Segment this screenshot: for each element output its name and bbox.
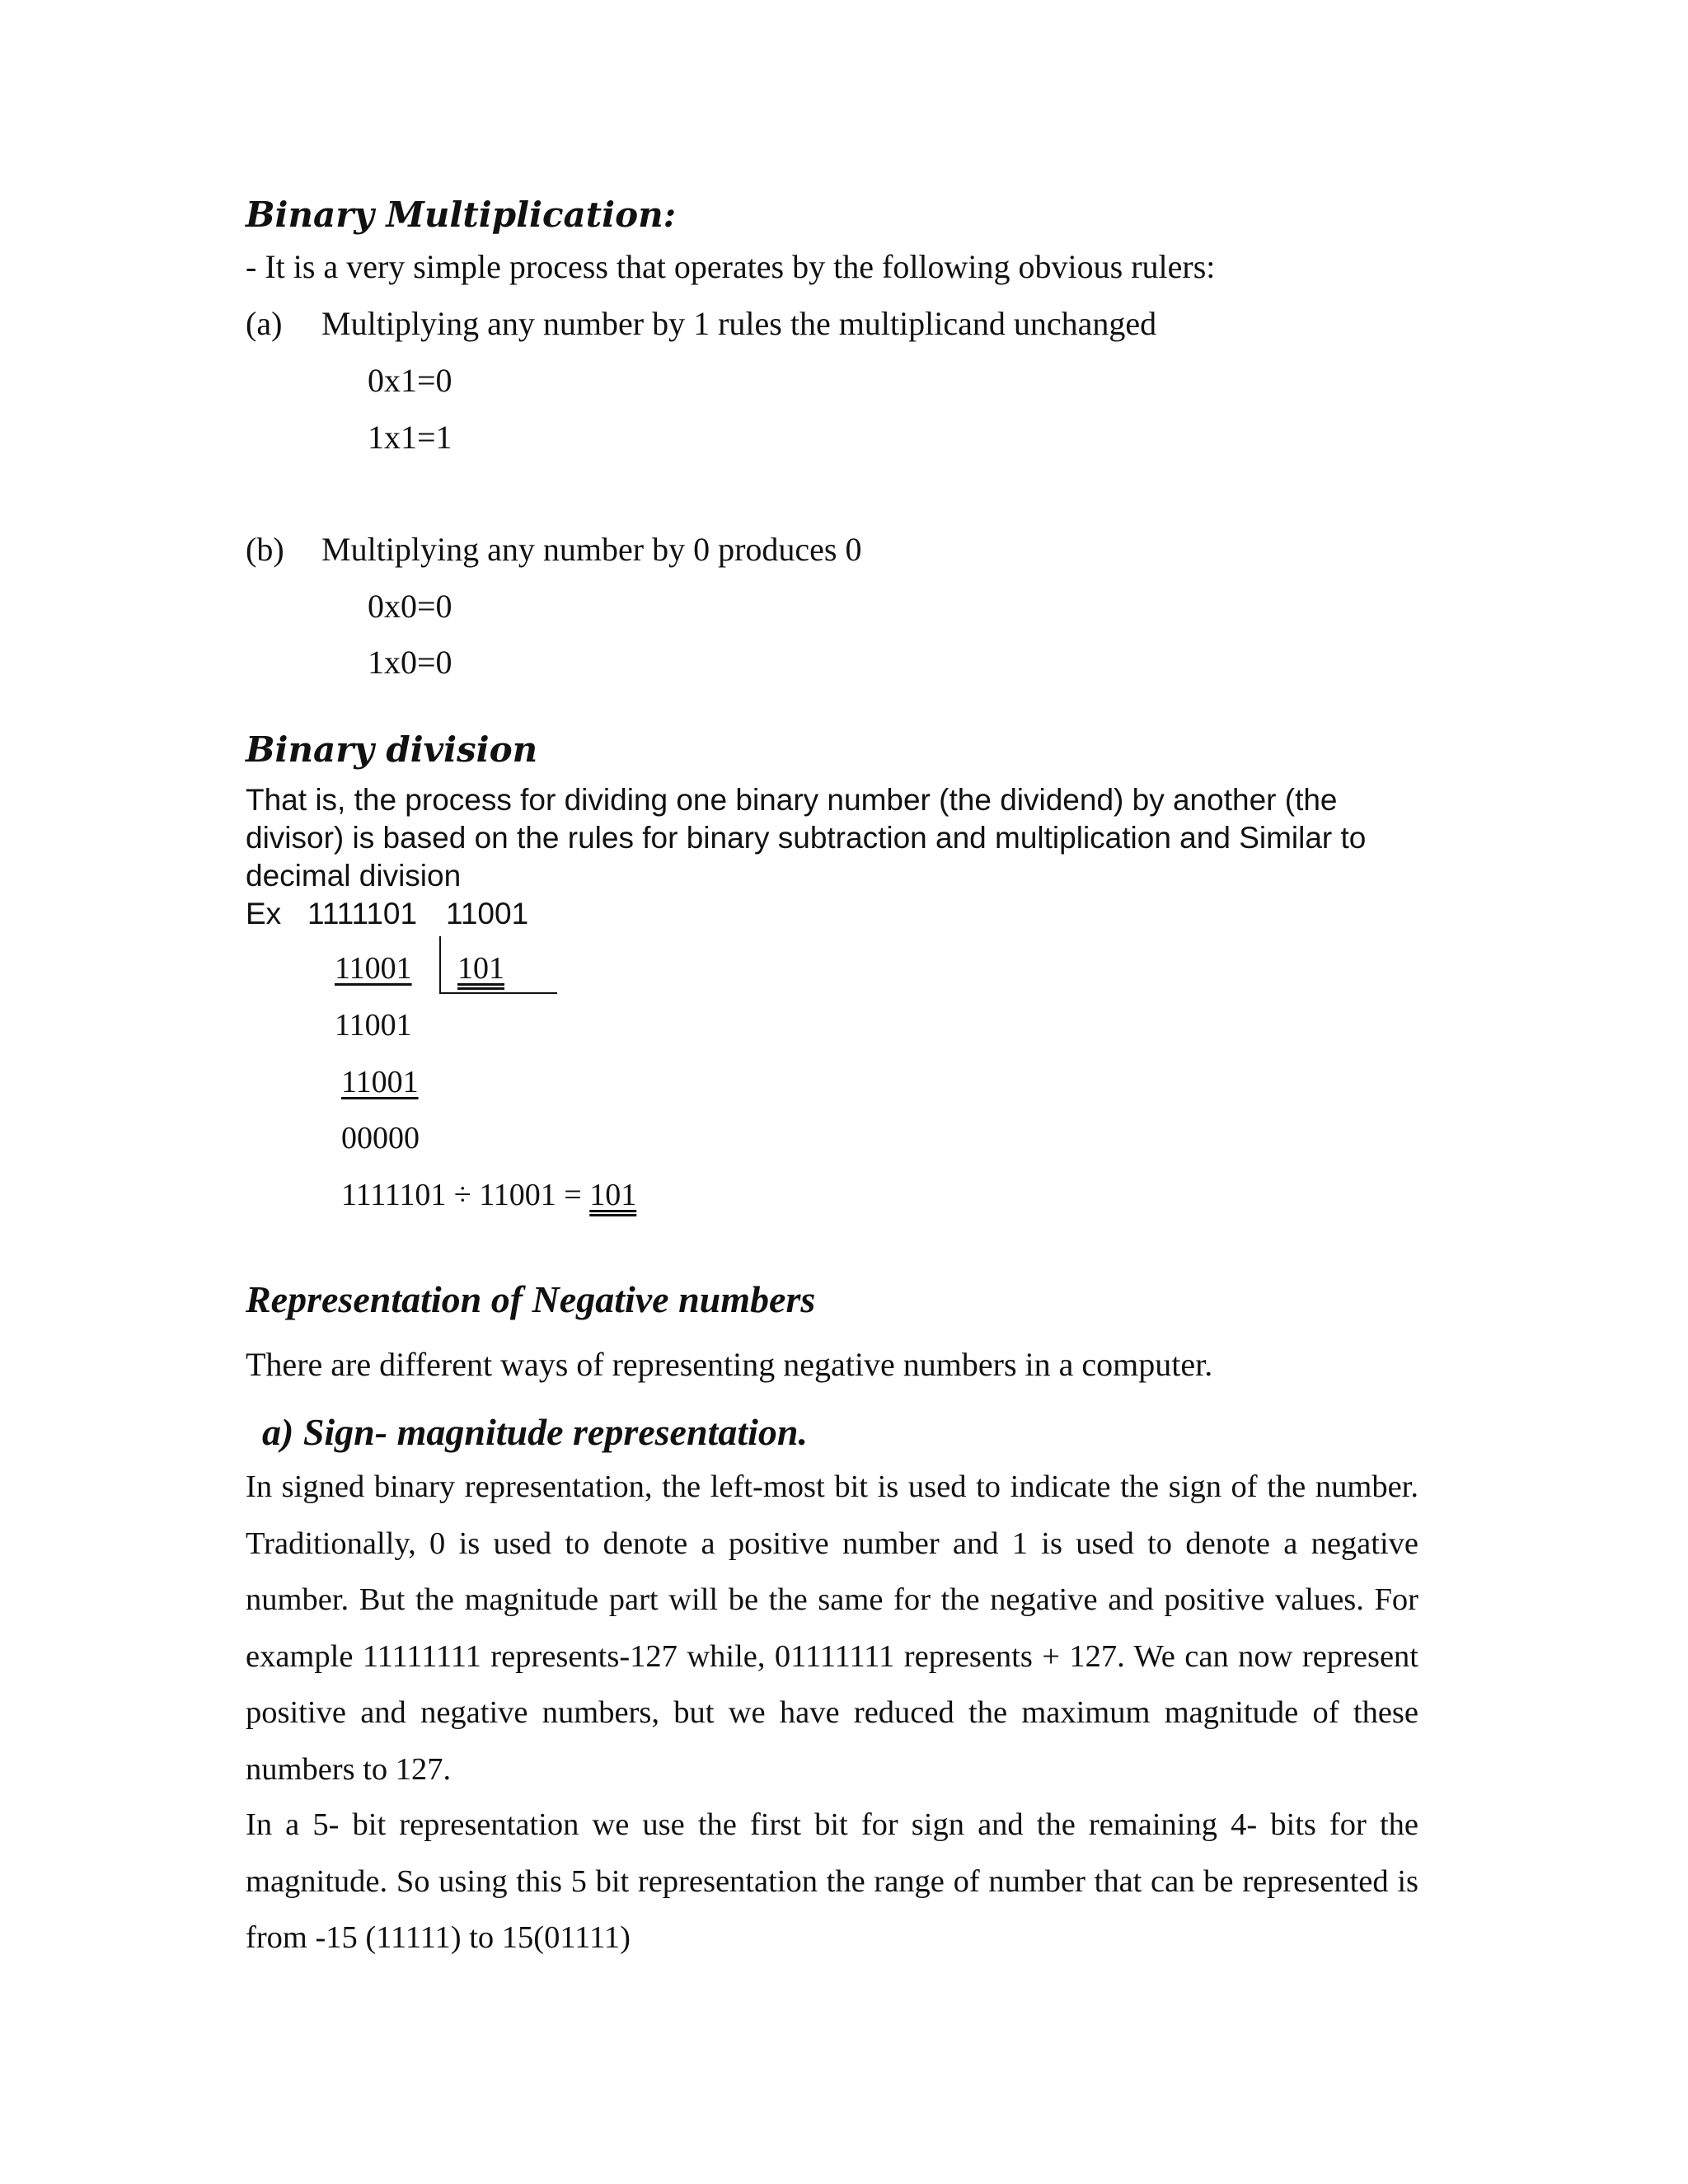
rule-a-text: Multiplying any number by 1 rules the multiplicand unchanged	[321, 305, 1157, 342]
division-example-label: Ex	[246, 897, 282, 930]
multiplication-heading: Binary Multiplication:	[246, 194, 677, 235]
negative-intro: There are different ways of representing negative numbers in a computer.	[246, 1346, 1213, 1383]
division-work-row-1: 11001	[335, 951, 412, 986]
rule-b-example-1: 0x0=0	[368, 588, 452, 625]
division-bracket-vertical	[439, 936, 441, 994]
division-work-row-2: 11001	[335, 1008, 412, 1043]
division-heading: Binary division	[246, 729, 538, 770]
division-result-value: 101	[589, 1178, 637, 1212]
division-text-line-3: decimal division	[246, 859, 462, 893]
rule-a-example-2: 1x1=1	[368, 419, 452, 456]
sign-magnitude-heading: a) Sign- magnitude representation.	[262, 1411, 808, 1453]
rule-a-example-1: 0x1=0	[368, 362, 452, 399]
rule-a-label: (a)	[246, 305, 283, 342]
rule-b-label: (b)	[246, 531, 284, 568]
rule-b-text: Multiplying any number by 0 produces 0	[321, 531, 862, 568]
sign-magnitude-paragraph-2: In a 5- bit representation we use the first bit for sign and the remaining 4- bits for the magnitude. So using this 5 bit representation the range of number that can be represented is from -15 (11111) to 15(01111)	[246, 1807, 1418, 1955]
multiplication-intro: - It is a very simple process that operates by the following obvious rulers:	[246, 248, 1216, 285]
division-work-row-3: 11001	[341, 1065, 419, 1099]
negative-heading: Representation of Negative numbers	[246, 1278, 816, 1320]
division-example-divisor: 11001	[446, 897, 529, 930]
sign-magnitude-paragraph-1: In signed binary representation, the left-most bit is used to indicate the sign of the number. Traditionally, 0 is used to denote a positive number and 1 is used to denote a negative number. But the magnitude part will be the same for the negative and positive values. For example 11111111 represents-127 while, 01111111 represents + 127. We can now represent positive and negative numbers, but we have reduced the maximum magnitude of these numbers to 127.	[246, 1469, 1418, 1787]
division-text-line-1: That is, the process for dividing one binary number (the dividend) by another (the	[246, 783, 1338, 817]
division-result	[341, 1177, 636, 1213]
division-bracket-horizontal	[439, 992, 557, 994]
division-example-dividend: 1111101	[307, 897, 418, 930]
division-text-line-2: divisor) is based on the rules for binary subtraction and multiplication and Similar to	[246, 821, 1367, 855]
rule-b-example-2: 1x0=0	[368, 644, 452, 681]
division-result-expression: 1111101 ÷ 11001 =	[341, 1178, 590, 1212]
division-work-row-4: 00000	[341, 1121, 420, 1155]
division-quotient: 101	[457, 951, 504, 986]
